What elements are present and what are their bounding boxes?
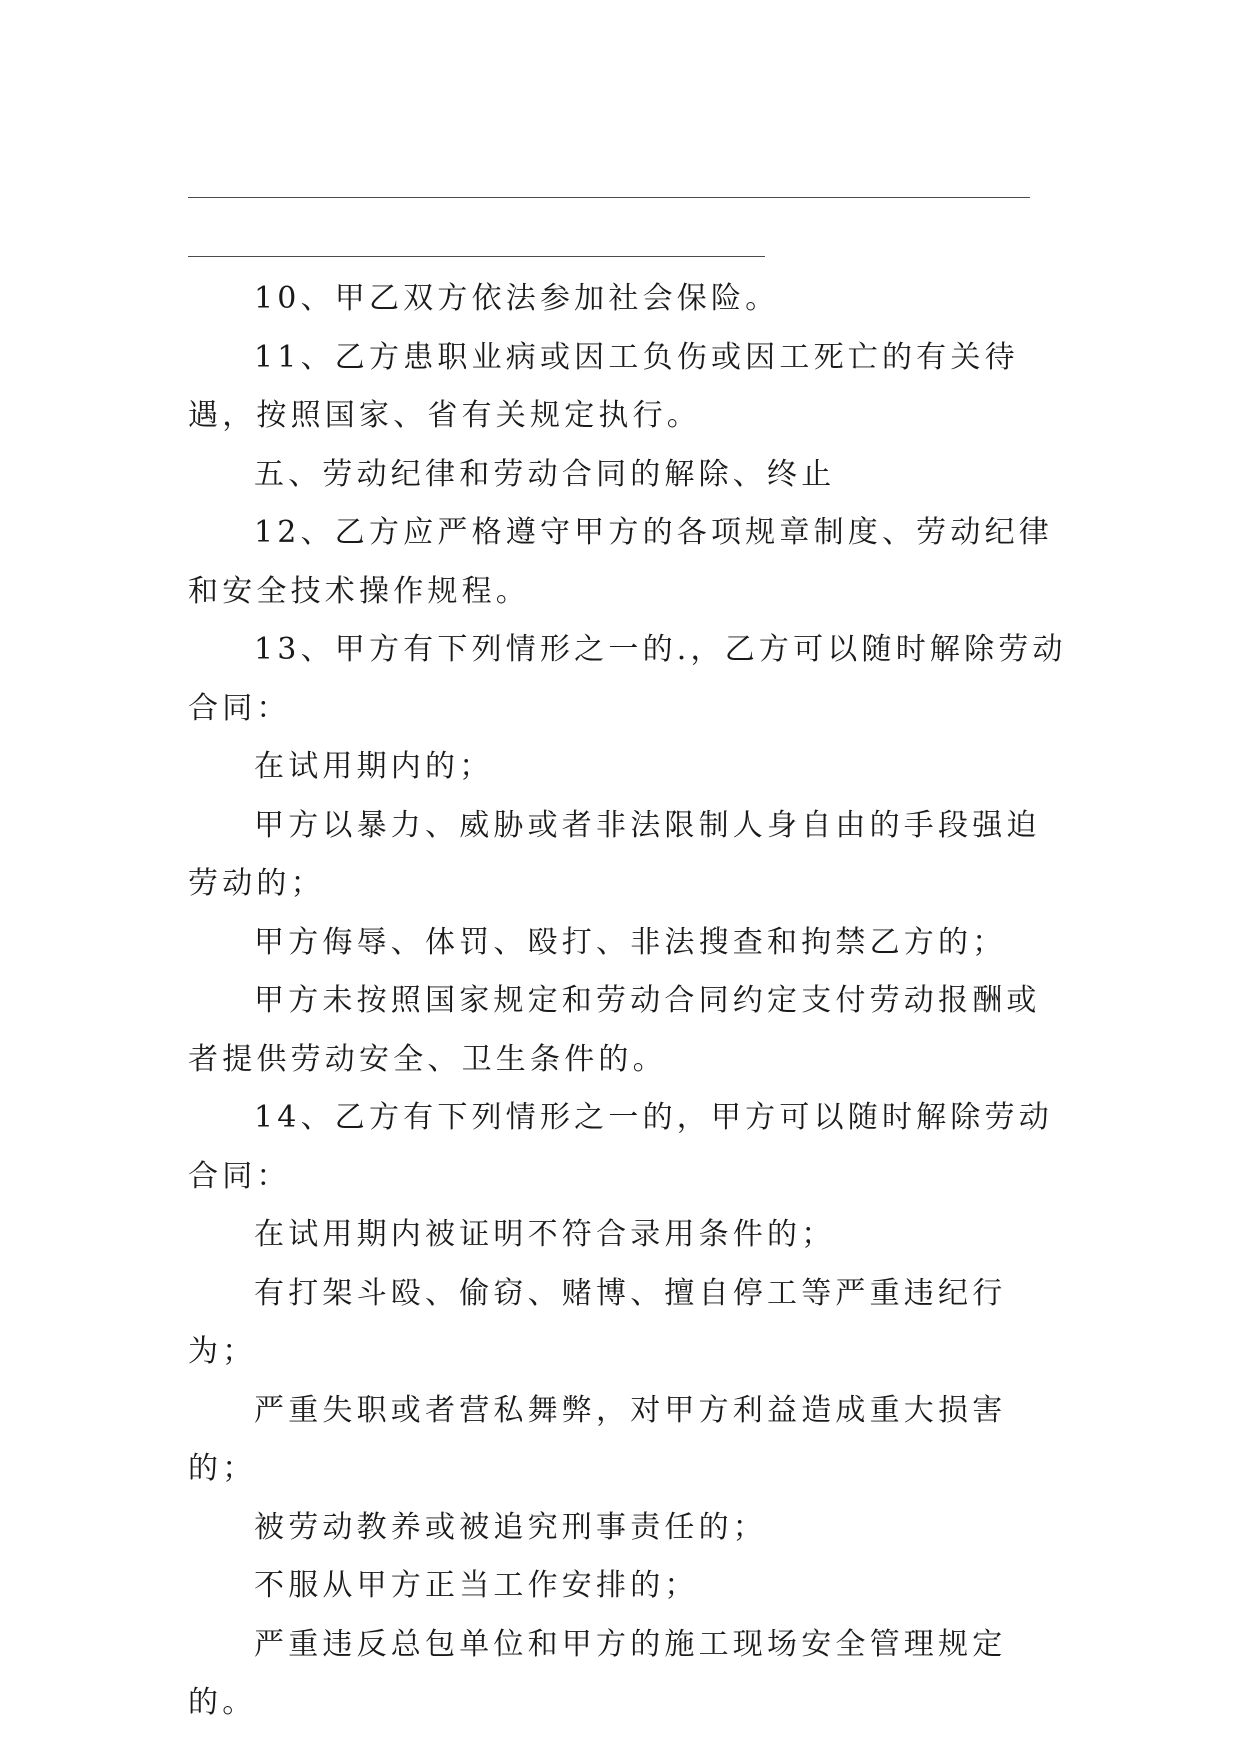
blank-fill-line-2 xyxy=(188,256,765,257)
list-item: 在试用期内被证明不符合录用条件的； xyxy=(254,1217,836,1252)
paragraph-10-social-insurance: 10、甲乙双方依法参加社会保险。 xyxy=(254,281,780,316)
list-item: 甲方侮辱、体罚、殴打、非法搜查和拘禁乙方的； xyxy=(254,924,1007,960)
document-body xyxy=(188,270,1068,1733)
list-item: 被劳动教养或被追究刑事责任的； xyxy=(254,1509,767,1545)
list-item: 严重失职或者营私舞弊，对甲方利益造成重大损害的； xyxy=(188,1392,1007,1486)
list-item: 甲方以暴力、威胁或者非法限制人身自由的手段强迫劳动的； xyxy=(188,807,1041,901)
list-item: 甲方未按照国家规定和劳动合同约定支付劳动报酬或者提供劳动安全、卫生条件的。 xyxy=(188,983,1041,1077)
section-heading-5: 五、劳动纪律和劳动合同的解除、终止 xyxy=(254,456,836,492)
list-item: 在试用期内的； xyxy=(254,749,494,784)
blank-fill-line-1 xyxy=(188,197,1030,198)
list-item: 不服从甲方正当工作安排的； xyxy=(254,1568,699,1603)
paragraph-14-employer-termination: 14、乙方有下列情形之一的，甲方可以随时解除劳动合同： xyxy=(188,1100,1053,1194)
list-item: 有打架斗殴、偷窃、赌博、擅自停工等严重违纪行为； xyxy=(188,1275,1007,1369)
paragraph-11-occupational-injury: 11、乙方患职业病或因工负伤或因工死亡的有关待遇，按照国家、省有关规定执行。 xyxy=(188,339,1019,433)
paragraph-13-employee-termination: 13、甲方有下列情形之一的.，乙方可以随时解除劳动合同： xyxy=(188,632,1067,726)
list-item: 严重违反总包单位和甲方的施工现场安全管理规定的。 xyxy=(188,1626,1007,1720)
paragraph-12-rules-compliance: 12、乙方应严格遵守甲方的各项规章制度、劳动纪律和安全技术操作规程。 xyxy=(188,515,1053,609)
